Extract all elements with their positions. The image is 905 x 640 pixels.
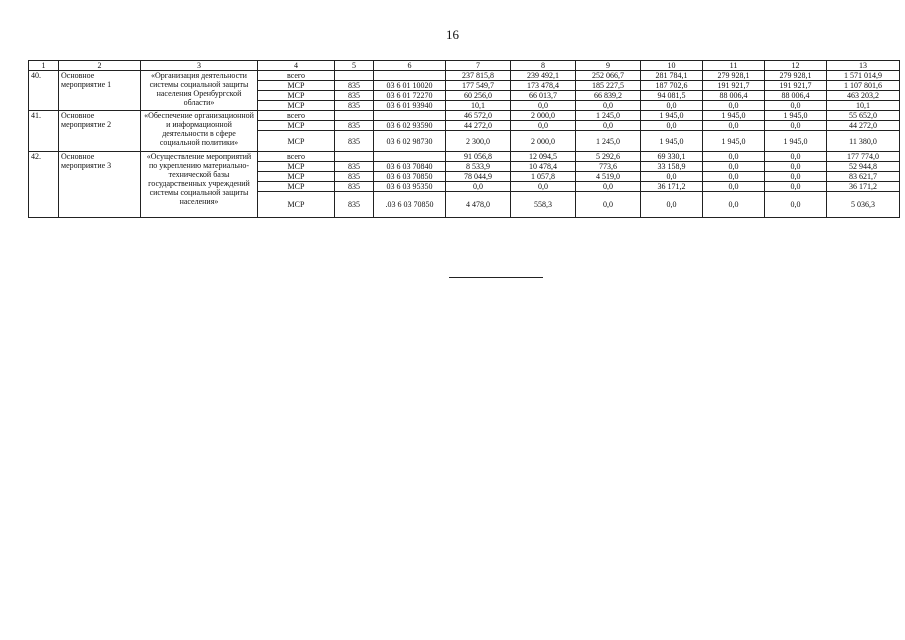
value-cell: 835 xyxy=(335,131,374,152)
value-cell: 835 xyxy=(335,91,374,101)
value-cell: 279 928,1 xyxy=(765,71,827,81)
value-cell: 191 921,7 xyxy=(765,81,827,91)
column-header: 10 xyxy=(641,61,703,71)
value-cell: 835 xyxy=(335,192,374,218)
value-cell: 0,0 xyxy=(641,121,703,131)
value-cell: МСР xyxy=(258,172,335,182)
value-cell: 0,0 xyxy=(576,192,641,218)
value-cell: 03 6 01 72270 xyxy=(374,91,446,101)
value-cell: МСР xyxy=(258,192,335,218)
value-cell: 0,0 xyxy=(703,101,765,111)
value-cell xyxy=(335,71,374,81)
column-header: 5 xyxy=(335,61,374,71)
value-cell: 0,0 xyxy=(765,121,827,131)
value-cell: 10 478,4 xyxy=(511,162,576,172)
value-cell: 1 945,0 xyxy=(765,131,827,152)
table-body xyxy=(29,61,900,218)
value-cell: 0,0 xyxy=(511,121,576,131)
value-cell: 0,0 xyxy=(576,121,641,131)
measure-number: 40. xyxy=(29,71,59,111)
value-cell: всего xyxy=(258,71,335,81)
table-row xyxy=(29,152,900,162)
value-cell: МСР xyxy=(258,131,335,152)
value-cell: МСР xyxy=(258,81,335,91)
measure-name: Основное мероприятие 2 xyxy=(59,111,141,152)
column-header: 11 xyxy=(703,61,765,71)
bottom-rule xyxy=(449,277,543,278)
value-cell: 237 815,8 xyxy=(446,71,511,81)
value-cell: 0,0 xyxy=(511,101,576,111)
value-cell: всего xyxy=(258,152,335,162)
table-row xyxy=(29,71,900,81)
value-cell: 03 6 02 93590 xyxy=(374,121,446,131)
value-cell: 69 330,1 xyxy=(641,152,703,162)
column-header: 1 xyxy=(29,61,59,71)
value-cell: 10,1 xyxy=(827,101,900,111)
value-cell: 252 066,7 xyxy=(576,71,641,81)
value-cell: 1 107 801,6 xyxy=(827,81,900,91)
value-cell: 1 945,0 xyxy=(765,111,827,121)
value-cell: 03 6 01 93940 xyxy=(374,101,446,111)
value-cell: 88 006,4 xyxy=(703,91,765,101)
measure-number: 42. xyxy=(29,152,59,218)
value-cell: 66 013,7 xyxy=(511,91,576,101)
value-cell: 835 xyxy=(335,81,374,91)
measure-description: «Организация деятельности системы социальной защиты населения Оренбургской области» xyxy=(141,71,258,111)
column-header: 12 xyxy=(765,61,827,71)
value-cell: 5 292,6 xyxy=(576,152,641,162)
value-cell: 185 227,5 xyxy=(576,81,641,91)
value-cell: 03 6 03 70840 xyxy=(374,162,446,172)
value-cell: 55 652,0 xyxy=(827,111,900,121)
value-cell: 835 xyxy=(335,182,374,192)
value-cell: МСР xyxy=(258,101,335,111)
value-cell: 44 272,0 xyxy=(827,121,900,131)
column-header: 4 xyxy=(258,61,335,71)
value-cell: 1 245,0 xyxy=(576,111,641,121)
value-cell: 94 081,5 xyxy=(641,91,703,101)
value-cell: 60 256,0 xyxy=(446,91,511,101)
value-cell: 11 380,0 xyxy=(827,131,900,152)
column-header: 3 xyxy=(141,61,258,71)
value-cell: 0,0 xyxy=(446,182,511,192)
value-cell: 10,1 xyxy=(446,101,511,111)
value-cell: МСР xyxy=(258,91,335,101)
value-cell: 4 478,0 xyxy=(446,192,511,218)
value-cell: 03 6 02 98730 xyxy=(374,131,446,152)
value-cell: 835 xyxy=(335,101,374,111)
value-cell: 773,6 xyxy=(576,162,641,172)
value-cell: 1 945,0 xyxy=(641,111,703,121)
column-header: 6 xyxy=(374,61,446,71)
value-cell: 835 xyxy=(335,121,374,131)
value-cell: всего xyxy=(258,111,335,121)
value-cell xyxy=(335,152,374,162)
value-cell xyxy=(374,71,446,81)
value-cell: 0,0 xyxy=(703,172,765,182)
value-cell: 279 928,1 xyxy=(703,71,765,81)
funding-table xyxy=(28,60,900,218)
value-cell: 558,3 xyxy=(511,192,576,218)
value-cell: 83 621,7 xyxy=(827,172,900,182)
value-cell: 463 203,2 xyxy=(827,91,900,101)
page-number: 16 xyxy=(446,27,459,42)
value-cell: 1 945,0 xyxy=(703,131,765,152)
value-cell: 187 702,6 xyxy=(641,81,703,91)
value-cell: 03 6 03 70850 xyxy=(374,172,446,182)
value-cell: 52 944,8 xyxy=(827,162,900,172)
value-cell: МСР xyxy=(258,182,335,192)
value-cell: 2 000,0 xyxy=(511,111,576,121)
value-cell: 78 044,9 xyxy=(446,172,511,182)
value-cell: МСР xyxy=(258,121,335,131)
value-cell: 12 094,5 xyxy=(511,152,576,162)
value-cell: 2 300,0 xyxy=(446,131,511,152)
value-cell: 1 571 014,9 xyxy=(827,71,900,81)
value-cell: 0,0 xyxy=(765,152,827,162)
value-cell: 177 549,7 xyxy=(446,81,511,91)
value-cell: 0,0 xyxy=(641,192,703,218)
value-cell: 33 158,9 xyxy=(641,162,703,172)
column-header: 8 xyxy=(511,61,576,71)
header-row xyxy=(29,61,900,71)
value-cell: .03 6 03 70850 xyxy=(374,192,446,218)
measure-name: Основное мероприятие 1 xyxy=(59,71,141,111)
value-cell: МСР xyxy=(258,162,335,172)
value-cell: 173 478,4 xyxy=(511,81,576,91)
value-cell: 4 519,0 xyxy=(576,172,641,182)
value-cell: 835 xyxy=(335,172,374,182)
value-cell: 0,0 xyxy=(703,121,765,131)
value-cell: 36 171,2 xyxy=(827,182,900,192)
value-cell: 0,0 xyxy=(703,152,765,162)
value-cell: 177 774,0 xyxy=(827,152,900,162)
value-cell: 239 492,1 xyxy=(511,71,576,81)
value-cell: 1 057,8 xyxy=(511,172,576,182)
measure-number: 41. xyxy=(29,111,59,152)
column-header: 2 xyxy=(59,61,141,71)
value-cell: 44 272,0 xyxy=(446,121,511,131)
value-cell: 03 6 03 95350 xyxy=(374,182,446,192)
value-cell: 0,0 xyxy=(641,101,703,111)
value-cell: 0,0 xyxy=(703,182,765,192)
value-cell: 36 171,2 xyxy=(641,182,703,192)
value-cell: 88 006,4 xyxy=(765,91,827,101)
value-cell: 5 036,3 xyxy=(827,192,900,218)
value-cell: 191 921,7 xyxy=(703,81,765,91)
value-cell: 1 945,0 xyxy=(641,131,703,152)
value-cell: 91 056,8 xyxy=(446,152,511,162)
value-cell: 0,0 xyxy=(576,101,641,111)
value-cell: 0,0 xyxy=(511,182,576,192)
value-cell: 0,0 xyxy=(765,101,827,111)
column-header: 7 xyxy=(446,61,511,71)
table-row xyxy=(29,111,900,121)
value-cell: 0,0 xyxy=(765,182,827,192)
value-cell: 03 6 01 10020 xyxy=(374,81,446,91)
value-cell: 0,0 xyxy=(703,192,765,218)
measure-description: «Обеспечение организационной и информационной деятельности в сфере социальной политики» xyxy=(141,111,258,152)
measure-description: «Осуществление мероприятий по укреплению материально-технической базы государственных учреждений системы социальной защиты населения» xyxy=(141,152,258,218)
value-cell: 8 533,9 xyxy=(446,162,511,172)
value-cell: 1 245,0 xyxy=(576,131,641,152)
value-cell: 835 xyxy=(335,162,374,172)
column-header: 9 xyxy=(576,61,641,71)
value-cell: 0,0 xyxy=(703,162,765,172)
value-cell: 2 000,0 xyxy=(511,131,576,152)
value-cell: 0,0 xyxy=(765,192,827,218)
value-cell xyxy=(374,111,446,121)
value-cell: 0,0 xyxy=(765,162,827,172)
value-cell: 66 839,2 xyxy=(576,91,641,101)
value-cell: 46 572,0 xyxy=(446,111,511,121)
measure-name: Основное мероприятие 3 xyxy=(59,152,141,218)
value-cell: 0,0 xyxy=(576,182,641,192)
value-cell xyxy=(374,152,446,162)
value-cell: 1 945,0 xyxy=(703,111,765,121)
column-header: 13 xyxy=(827,61,900,71)
value-cell xyxy=(335,111,374,121)
value-cell: 0,0 xyxy=(641,172,703,182)
value-cell: 281 784,1 xyxy=(641,71,703,81)
value-cell: 0,0 xyxy=(765,172,827,182)
